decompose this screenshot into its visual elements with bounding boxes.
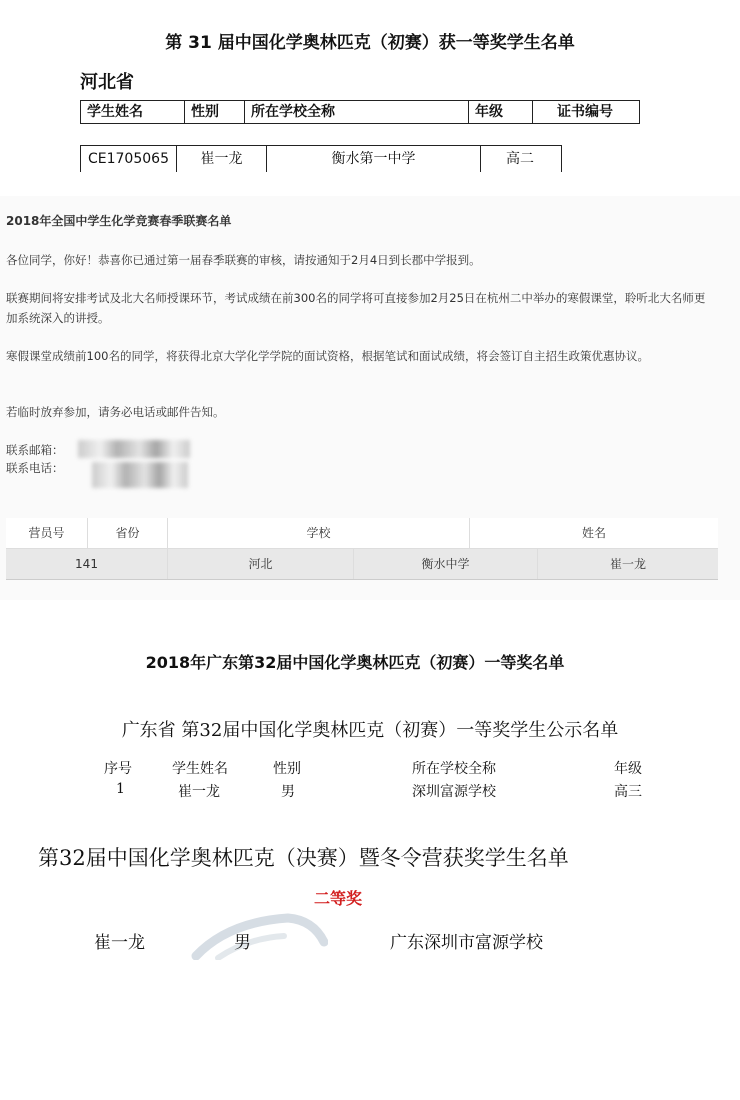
cell: 高二 <box>506 151 534 167</box>
table-header <box>6 518 718 549</box>
cell: 深圳富源学校 <box>412 784 496 800</box>
award-label: 二等奖 <box>313 889 362 908</box>
winner-name: 崔一龙 <box>94 933 145 953</box>
winner-school: 广东深圳市富源学校 <box>390 933 543 953</box>
section2-paragraph: 寒假课堂成绩前100名的同学，将获得北京大学化学学院的面试资格，根据笔试和面试成绩，将会签订自主招生政策优惠协议。 <box>6 349 649 363</box>
stamp-watermark <box>188 912 328 960</box>
header-cell: 学校 <box>168 518 470 548</box>
cell: 衡水中学 <box>354 549 538 579</box>
header-cell: 学生姓名 <box>81 101 185 123</box>
header-cell: 年级 <box>614 761 642 777</box>
section2-paragraph: 各位同学，你好！恭喜你已通过第一届春季联赛的审核，请按通知于2月4日到长郡中学报到。 <box>6 253 481 267</box>
header-cell: 年级 <box>469 101 533 123</box>
cell: 崔一龙 <box>609 557 646 571</box>
cell: 男 <box>281 784 295 800</box>
phone-label: 联系电话： <box>6 461 64 475</box>
section1-table-header <box>80 100 640 124</box>
section2-table <box>6 518 718 580</box>
section3-subtitle: 广东省 第32届中国化学奥林匹克（初赛）一等奖学生公示名单 <box>121 720 619 741</box>
section2-title: 2018年全国中学生化学竞赛春季联赛名单 <box>6 214 232 228</box>
header-cell: 证书编号 <box>557 104 613 120</box>
section1-province: 河北省 <box>80 72 134 93</box>
section3-title: 2018年广东第32届中国化学奥林匹克（初赛）一等奖名单 <box>145 653 565 672</box>
section4-title: 第32届中国化学奥林匹克（决赛）暨冬令营获奖学生名单 <box>38 846 569 870</box>
section2-paragraph: 联赛期间将安排考试及北大名师授课环节，考试成绩在前300名的同学将可直接参加2月25日在杭州二中举办的寒假课堂，聆听北大名师更加系统深入的讲授。 <box>6 291 706 325</box>
redacted-phone <box>92 462 188 488</box>
section1-title: 第 31 届中国化学奥林匹克（初赛）获一等奖学生名单 <box>165 33 575 53</box>
cell: 崔一龙 <box>178 784 220 800</box>
cell: 1 <box>116 781 125 797</box>
cell: CE1705065 <box>81 146 177 172</box>
cell: 衡水第一中学 <box>267 146 481 172</box>
section1-table-row <box>80 145 562 172</box>
header-cell: 性别 <box>185 101 245 123</box>
header-cell: 所在学校全称 <box>412 761 496 777</box>
cell: 河北 <box>168 549 354 579</box>
header-cell: 性别 <box>273 761 301 777</box>
header-cell: 所在学校全称 <box>245 101 469 123</box>
table-row <box>6 549 718 580</box>
cell: 141 <box>6 549 168 579</box>
winner-gender: 男 <box>234 933 251 953</box>
cell: 高三 <box>614 784 642 800</box>
redacted-email <box>78 440 190 458</box>
header-cell: 序号 <box>104 761 132 777</box>
cell: 崔一龙 <box>177 146 267 172</box>
section2-paragraph: 若临时放弃参加，请务必电话或邮件告知。 <box>6 405 225 419</box>
email-label: 联系邮箱： <box>6 443 64 457</box>
header-cell: 省份 <box>88 518 168 548</box>
header-cell: 姓名 <box>581 526 606 540</box>
header-cell: 营员号 <box>6 518 88 548</box>
header-cell: 学生姓名 <box>172 761 228 777</box>
